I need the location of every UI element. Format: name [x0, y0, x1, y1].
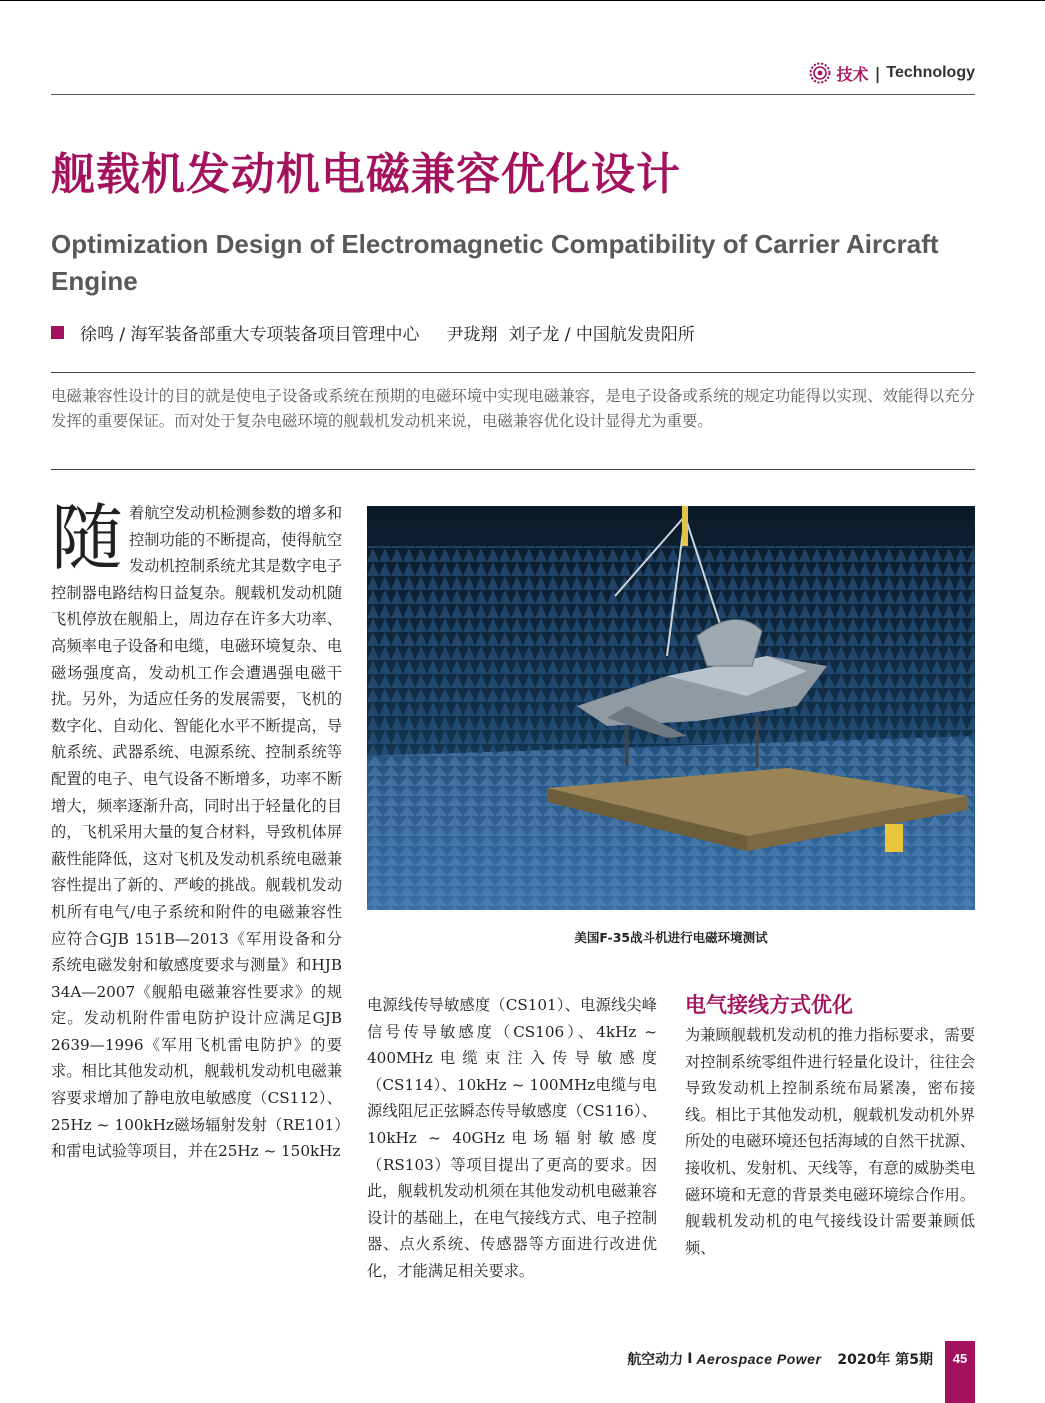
section-tag — [809, 62, 975, 84]
body-column-1 — [51, 496, 342, 1165]
drop-cap: 随 — [51, 496, 124, 580]
page-footer — [627, 1348, 933, 1370]
page-number: 45 — [945, 1341, 975, 1403]
figure-photo — [367, 506, 975, 910]
section-label-cn: 技术 — [836, 64, 869, 84]
top-rule — [0, 0, 1045, 1]
section-heading: 电气接线方式优化 — [685, 993, 853, 1017]
figure-caption: 美国F-35战斗机进行电磁环境测试 — [574, 930, 768, 945]
author-text: 徐鸣 / 海军装备部重大专项装备项目管理中心 尹珑翔 刘子龙 / 中国航发贵阳所 — [80, 325, 695, 345]
f35-anechoic-chamber-image — [367, 506, 975, 910]
issue-label: 2020年 第5期 — [837, 1352, 933, 1368]
author-bullet — [51, 326, 64, 339]
gear-icon — [809, 62, 831, 84]
abstract: 电磁兼容性设计的目的就是使电子设备或系统在预期的电磁环境中实现电磁兼容，是电子设备或系统的规定功能得以实现、效能得以充分发挥的重要保证。而对处于复杂电磁环境的舰载机发动机来说，电磁兼容优化设计显得尤为重要。 — [51, 387, 975, 430]
section-label-en: Technology — [886, 64, 975, 81]
journal-name-cn: 航空动力 — [627, 1352, 684, 1368]
section-separator: | — [874, 63, 881, 83]
column-1-text: 着航空发动机检测参数的增多和控制功能的不断提高，使得航空发动机控制系统尤其是数字电子控制器电路结构日益复杂。舰载机发动机随飞机停放在舰船上，周边存在许多大功率、高频率电子设备和电缆，电磁环境复杂、电磁场强度高，发动机工作会遭遇强电磁干扰。另外，为适应任务的发展需要，飞机的数字化、自动化、智能化水平不断提高，导航系统、武器系统、电源系统、控制系统等配置的电子、电气设备不断增多，功率不断增大，频率逐渐升高，同时出于轻量化的目的，飞机采用大量的复合材料，导致机体屏蔽性能降低，这对飞机及发动机系统电磁兼容性提出了新的、严峻的挑战。舰载机发动机所有电气/电子系统和附件的电磁兼容性应符合GJB 151B—2013《军用设备和分系统电磁发射和敏感度要求与测量》和HJB 34A—2007《舰船电磁兼容性要求》的规定。发动机附件雷电防护设计应满足GJB 2639—1996《军用飞机雷电防护》的要求。相比其他发动机，舰载机发动机电磁兼容要求增加了静电放电敏感度（CS112）、25Hz ~ 100kHz磁场辐射发射（RE101）和雷电试验等项目，并在25Hz ~ 150kHz — [51, 504, 342, 1161]
author-line — [51, 320, 975, 345]
article-title-cn: 舰载机发动机电磁兼容优化设计 — [51, 149, 681, 200]
body-column-2: 电源线传导敏感度（CS101）、电源线尖峰信号传导敏感度（CS106）、4kHz ~ 400MHz电缆束注入传导敏感度（CS114）、10kHz ~ 100MHz电缆与电源线阻尼正弦瞬态传导敏感度（CS116）、10kHz ~ 40GHz电场辐射敏感度（RS103）等项目提出了更高的要求。因此，舰载机发动机须在其他发动机电磁兼容设计的基础上，在电气接线方式、电子控制器、点火系统、传感器等方面进行改进优化，才能满足相关要求。 — [367, 996, 657, 1280]
header-rule — [51, 94, 975, 95]
abstract-rule-bottom — [51, 469, 975, 470]
footer-separator: I — [687, 1351, 693, 1367]
article-title-en: Optimization Design of Electromagnetic Compatibility of Carrier Aircraft Engine — [51, 229, 939, 296]
journal-name-en: Aerospace Power — [696, 1351, 822, 1367]
body-column-3: 为兼顾舰载机发动机的推力指标要求，需要对控制系统零组件进行轻量化设计，往往会导致发动机上控制系统布局紧凑，密布接线。相比于其他发动机，舰载机发动机外界所处的电磁环境还包括海域的自然干扰源、接收机、发射机、天线等，有意的威胁类电磁环境和无意的背景类电磁环境综合作用。舰载机发动机的电气接线设计需要兼顾低频、 — [685, 1026, 975, 1257]
abstract-rule-top — [51, 372, 975, 373]
